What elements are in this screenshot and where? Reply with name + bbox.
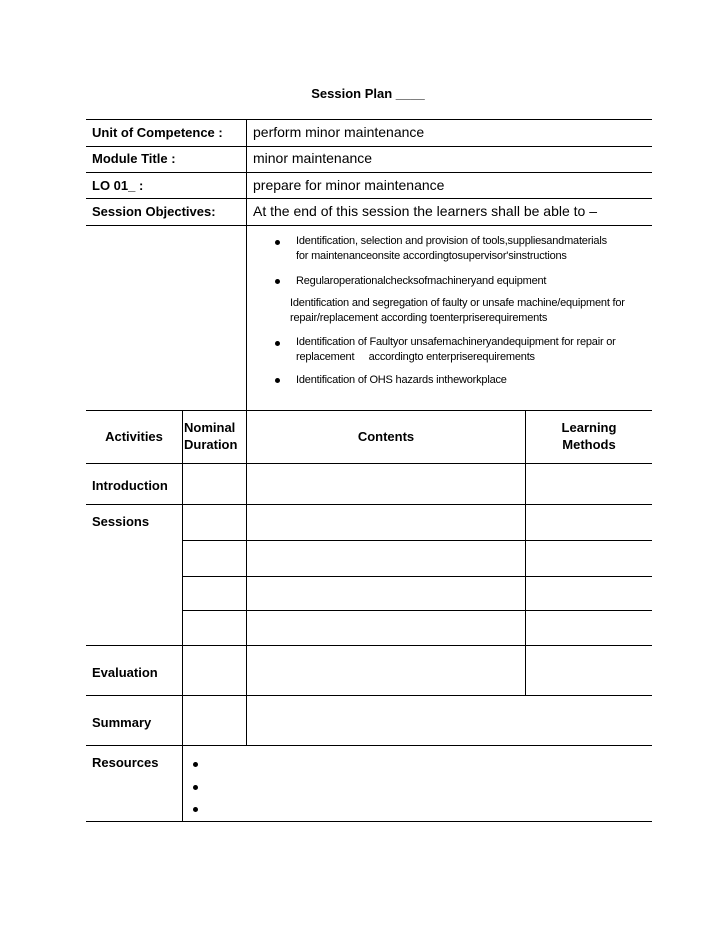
bullet-icon	[275, 378, 280, 383]
activities-header: Activities	[105, 429, 163, 444]
objective-item: Regularoperationalchecksofmachineryand equipment	[296, 275, 547, 287]
contents-header: Contents	[357, 429, 415, 444]
divider	[182, 540, 652, 541]
page-title: Session Plan ____	[311, 86, 425, 101]
divider	[86, 225, 652, 226]
divider	[86, 695, 652, 696]
bullet-icon	[193, 762, 198, 767]
lo-value: prepare for minor maintenance	[253, 177, 445, 193]
divider	[182, 610, 652, 611]
divider	[86, 410, 652, 411]
module-title-value: minor maintenance	[253, 150, 373, 166]
module-title-label: Module Title :	[92, 151, 176, 166]
resources-row-label: Resources	[92, 755, 159, 770]
column-divider	[525, 410, 526, 695]
lo-label: LO 01_ :	[92, 178, 144, 193]
divider	[86, 504, 652, 505]
divider	[86, 146, 652, 147]
learning-methods-header: Learning Methods	[561, 420, 617, 452]
bullet-icon	[275, 341, 280, 346]
bullet-icon	[275, 240, 280, 245]
divider	[86, 172, 652, 173]
bullet-icon	[275, 279, 280, 284]
summary-row-label: Summary	[92, 715, 152, 730]
divider	[86, 119, 652, 120]
objective-item: Identification of Faultyor unsafemachineryandequipment for repair or replacement accordingto enterpriserequirements	[296, 336, 616, 363]
divider	[86, 645, 652, 646]
divider	[86, 745, 652, 746]
evaluation-row-label: Evaluation	[92, 665, 158, 680]
divider	[86, 463, 652, 464]
bullet-icon	[193, 785, 198, 790]
objective-item: Identification and segregation of faulty or unsafe machine/equipment for repair/replacement according toenterpriserequirements	[290, 297, 625, 324]
objective-item: Identification of OHS hazards intheworkplace	[296, 374, 507, 386]
session-objectives-value: At the end of this session the learners shall be able to –	[253, 203, 597, 219]
column-divider	[246, 119, 247, 411]
column-divider	[182, 410, 183, 821]
unit-of-competence-value: perform minor maintenance	[253, 124, 425, 140]
column-divider	[246, 410, 247, 745]
nominal-duration-header: Nominal Duration	[184, 420, 238, 452]
objective-item: Identification, selection and provision of tools,suppliesandmaterials for maintenanceonsite accordingtosupervisor'sinstructions	[296, 235, 607, 262]
sessions-row-label: Sessions	[92, 514, 150, 529]
divider	[86, 198, 652, 199]
session-objectives-label: Session Objectives:	[92, 204, 216, 219]
divider	[86, 821, 652, 822]
introduction-row-label: Introduction	[92, 478, 168, 493]
unit-of-competence-label: Unit of Competence :	[92, 125, 223, 140]
bullet-icon	[193, 807, 198, 812]
divider	[182, 576, 652, 577]
